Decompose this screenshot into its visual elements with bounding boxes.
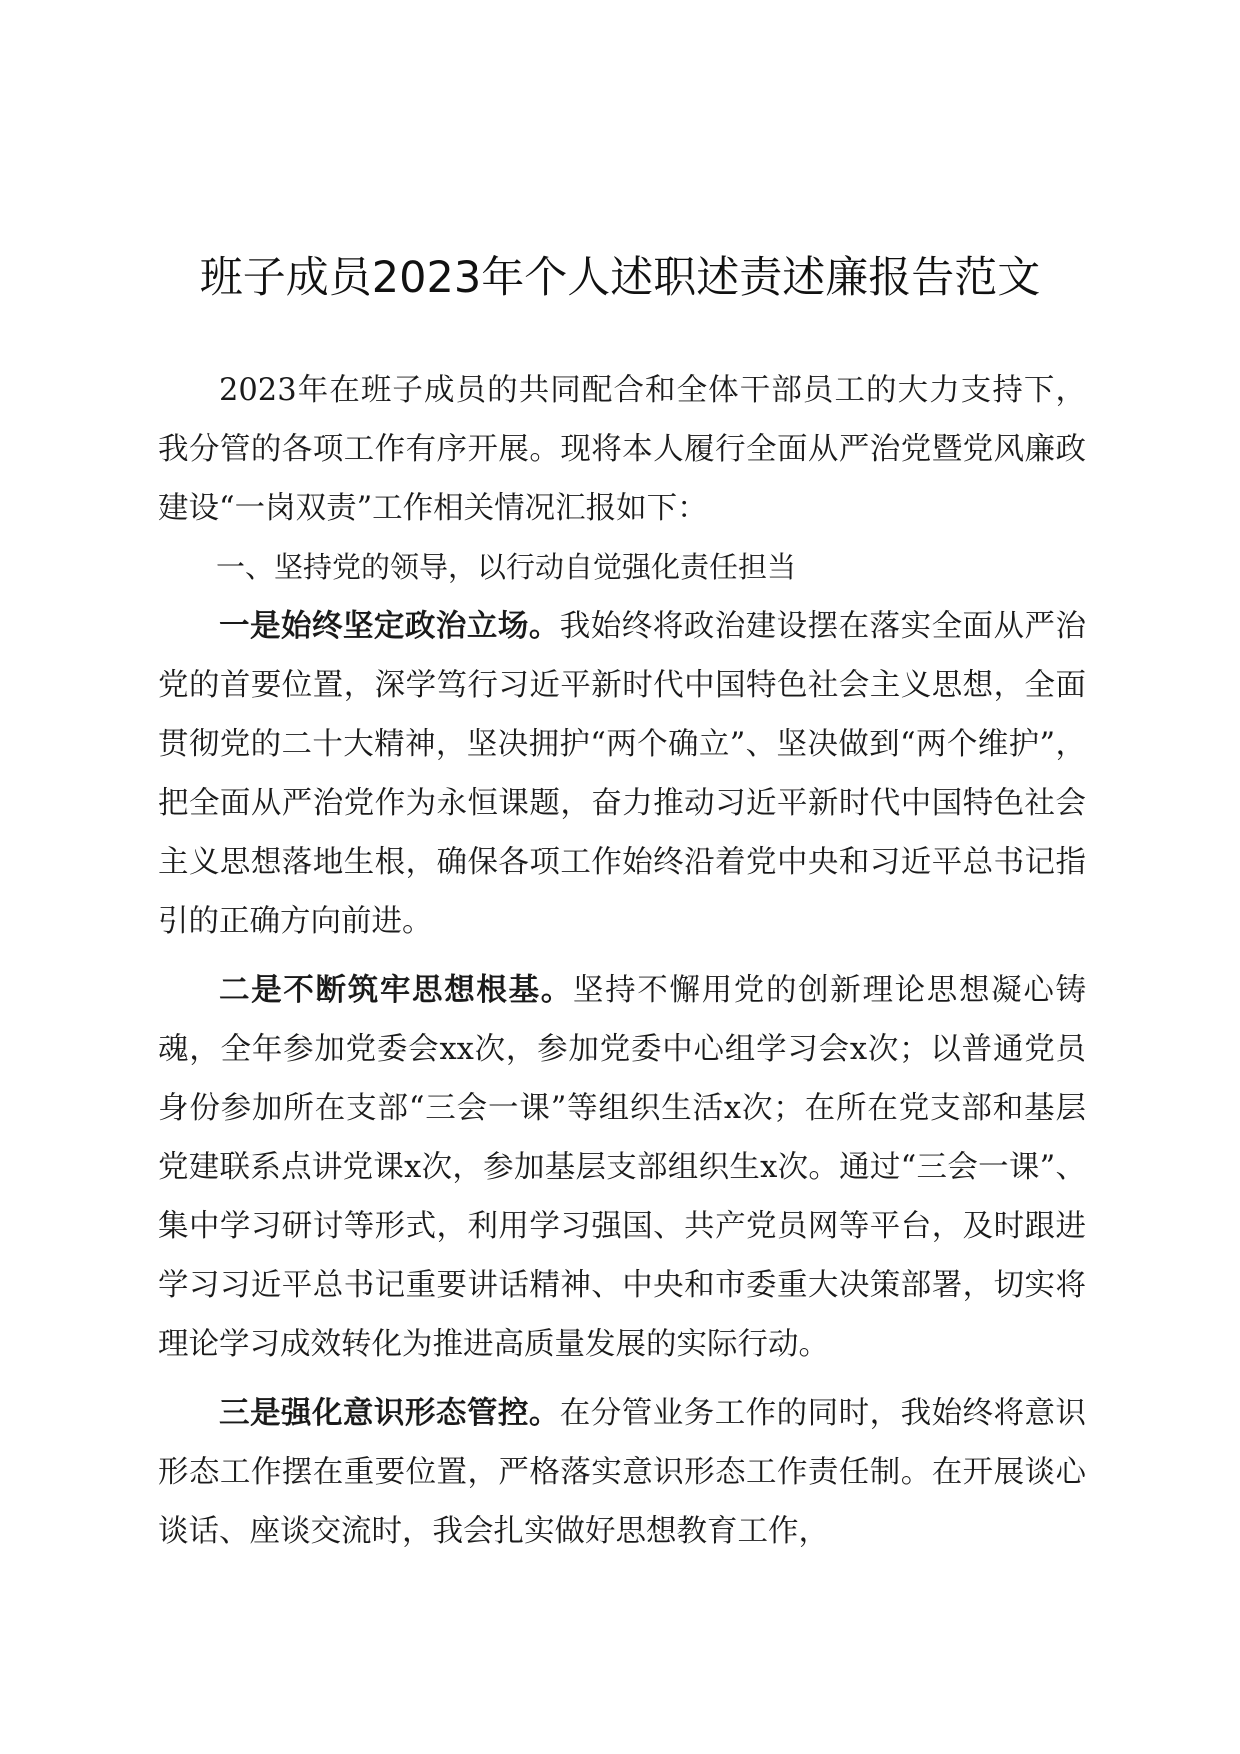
item-text: 坚持不懈用党的创新理论思想凝心铸魂，全年参加党委会xx次，参加党委中心组学习会x次；以普通党员身份参加所在支部“三会一课”等组织生活x次；在所在党支部和基层党建联系点讲党课x次，参加基层支部组织生x次。通过“三会一课”、集中学习研讨等形式，利用学习强国、共产党员网等平台，及时跟进学习习近平总书记重要讲话精神、中央和市委重大决策部署，切实将理论学习成效转化为推进高质量发展的实际行动。: [158, 973, 1087, 1362]
item-text: 我始终将政治建设摆在落实全面从严治党的首要位置，深学笃行习近平新时代中国特色社会主义思想，全面贯彻党的二十大精神，坚决拥护“两个确立”、坚决做到“两个维护”，把全面从严治党作为永恒课题，奋力推动习近平新时代中国特色社会主义思想落地生根，确保各项工作始终沿着党中央和习近平总书记指引的正确方向前进。: [158, 609, 1086, 939]
paragraph-item-1: [158, 597, 1086, 951]
item-text: 在分管业务工作的同时，我始终将意识形态工作摆在重要位置，严格落实意识形态工作责任制。在开展谈心谈话、座谈交流时，我会扎实做好思想教育工作，: [158, 1396, 1086, 1549]
item-lead: 二是不断筑牢思想根基。: [219, 973, 573, 1008]
paragraph-item-3: [158, 1384, 1086, 1561]
paragraph-item-2: [158, 961, 1086, 1374]
document-body: [158, 361, 1086, 1561]
document-title: 班子成员2023年个人述职述责述廉报告范文: [199, 253, 1041, 303]
item-lead: 三是强化意识形态管控。: [219, 1396, 560, 1431]
item-lead: 一是始终坚定政治立场。: [219, 609, 560, 644]
section-heading: 一、坚持党的领导，以行动自觉强化责任担当: [216, 550, 797, 584]
intro-paragraph: 2023年在班子成员的共同配合和全体干部员工的大力支持下，我分管的各项工作有序开展。现将本人履行全面从严治党暨党风廉政建设“一岗双责”工作相关情况汇报如下：: [158, 373, 1086, 526]
